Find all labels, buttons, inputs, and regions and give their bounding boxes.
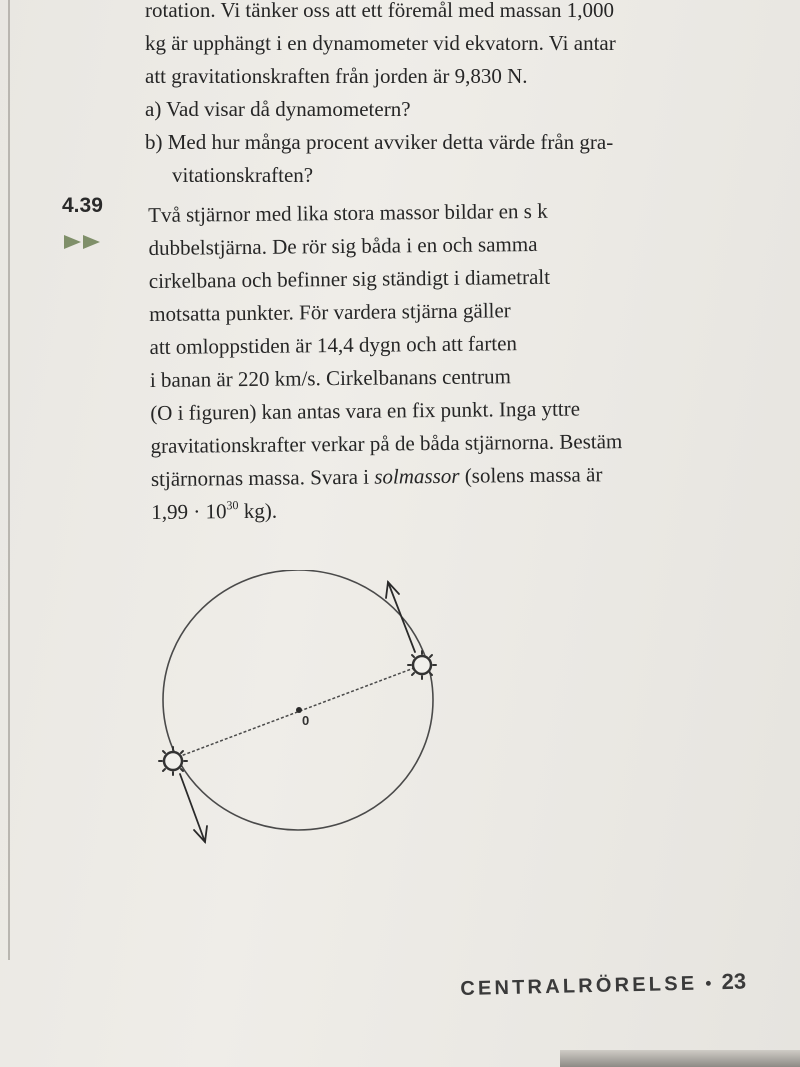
problem-line: i banan är 220 km/s. Cirkelbanans centrum xyxy=(149,364,512,392)
velocity-arrow-up xyxy=(386,582,415,652)
page-footer xyxy=(460,969,746,1001)
problem-line: att omloppstiden är 14,4 dygn och att farten xyxy=(149,331,518,359)
solmassor-term: solmassor xyxy=(374,463,460,489)
question-b-continuation: vitationskraften? xyxy=(172,163,314,187)
star-left-icon xyxy=(159,747,187,775)
solar-mass-exponent: 30 xyxy=(226,498,239,513)
problem-line-9-end: (solens massa är xyxy=(459,462,603,488)
problem-line-9-start: stjärnornas massa. Svara i xyxy=(150,464,375,491)
velocity-arrow-down xyxy=(180,774,207,842)
orbit-circle xyxy=(163,570,433,830)
problem-line: motsatta punkter. För vardera stjärna gäller xyxy=(149,298,511,326)
double-arrow-icon xyxy=(64,234,108,250)
problem-line: cirkelbana och befinner sig ständigt i diametralt xyxy=(148,264,551,293)
star-right-icon xyxy=(408,651,436,679)
problem-text xyxy=(148,193,751,529)
problem-line: (O i figuren) kan antas vara en fix punkt. Inga yttre xyxy=(150,396,581,425)
problem-line: Två stjärnor med lika stora massor bildar en s k xyxy=(148,198,548,227)
problem-number: 4.39 xyxy=(62,194,103,217)
solar-mass-unit: kg). xyxy=(238,498,278,524)
problem-line: gravitationskrafter verkar på de båda stjärnorna. Bestäm xyxy=(150,429,623,458)
previous-problem-line: att gravitationskraften från jorden är 9,830 N. xyxy=(145,64,528,88)
chapter-title: CENTRALRÖRELSE xyxy=(460,972,698,1000)
question-a: a) Vad visar då dynamometern? xyxy=(145,97,411,121)
problem-line: dubbelstjärna. De rör sig båda i en och samma xyxy=(148,231,538,260)
solar-mass-mantissa: 1,99 · 10 xyxy=(151,499,227,524)
question-b: b) Med hur många procent avviker detta värde från gra- xyxy=(145,130,614,154)
center-label: 0 xyxy=(302,713,310,728)
page-number: 23 xyxy=(721,968,747,995)
book-bottom-edge xyxy=(560,1050,800,1067)
binary-star-figure xyxy=(150,570,480,860)
solar-mass-value xyxy=(151,490,751,529)
previous-problem-line: rotation. Vi tänker oss att ett föremål med massan 1,000 xyxy=(145,0,614,22)
previous-problem-line: kg är upphängt i en dynamometer vid ekvatorn. Vi antar xyxy=(145,31,616,55)
previous-problem-text xyxy=(145,0,745,192)
spine-shadow-line xyxy=(8,0,10,960)
footer-bullet: • xyxy=(705,973,712,994)
